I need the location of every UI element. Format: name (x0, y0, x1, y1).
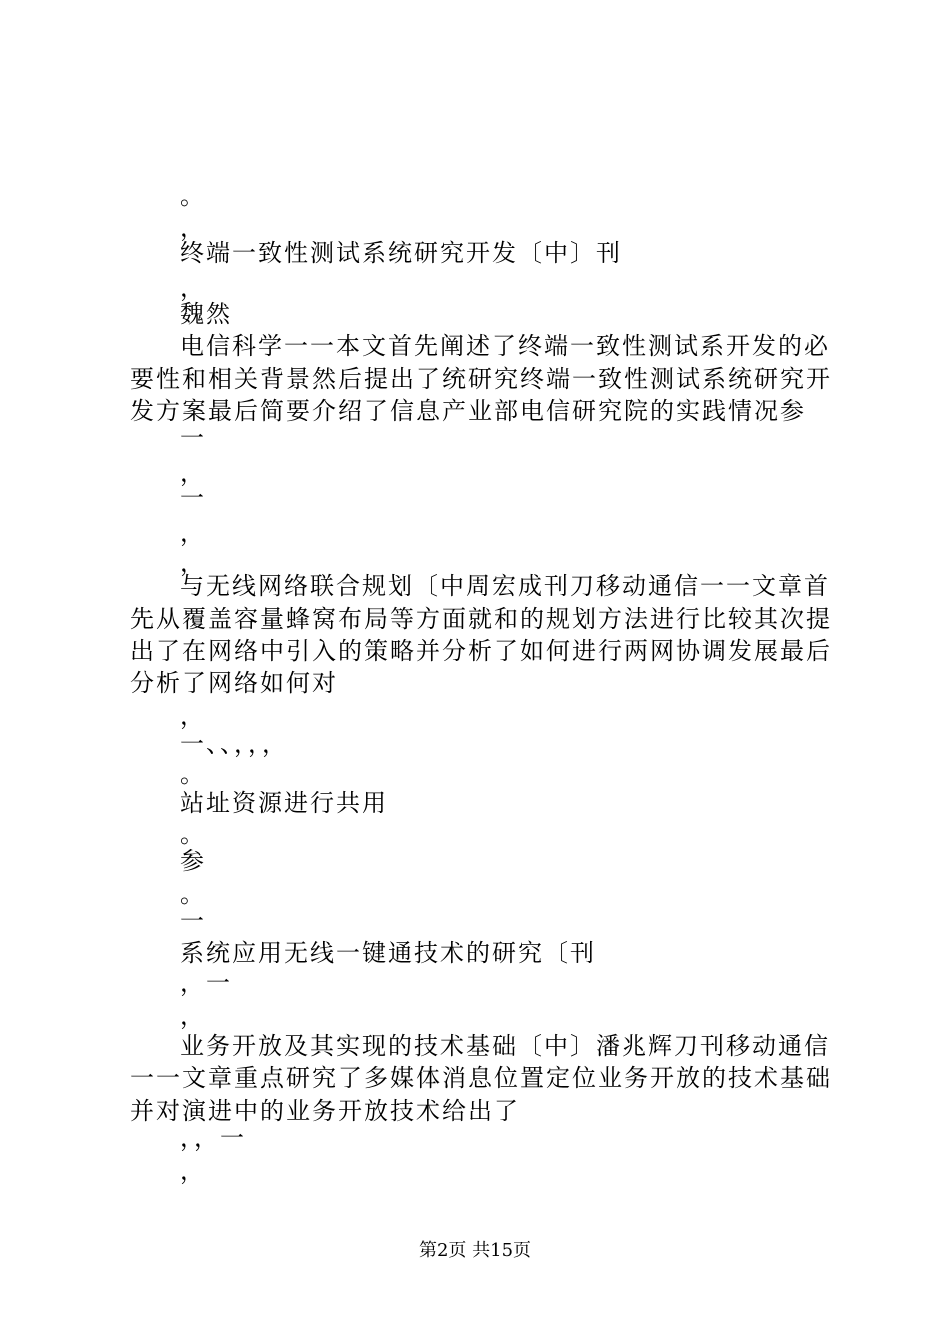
text-line: 一 (180, 907, 206, 935)
text-line: ， (180, 1002, 206, 1030)
text-line: 一 (180, 484, 206, 512)
text-line: 参 (180, 847, 206, 875)
text-line: ，，一 (180, 1124, 246, 1152)
paragraph-line: 一一文章重点研究了多媒体消息位置定位业务开放的技术基础 (130, 1064, 832, 1092)
paragraph-line: 业务开放及其实现的技术基础〔中〕潘兆辉刀刊移动通信 (180, 1032, 830, 1060)
text-line: ， (180, 459, 206, 487)
text-line: ， (180, 1157, 206, 1185)
text-line: ， (180, 702, 206, 730)
text-line: 一 (180, 424, 206, 452)
author-name: 魏然 (180, 300, 232, 328)
paragraph-line: 电信科学一一本文首先阐述了终端一致性测试系开发的必 (180, 332, 830, 360)
text-line: 。 (180, 760, 206, 788)
paragraph-line: 先从覆盖容量蜂窝布局等方面就和的规划方法进行比较其次提 (130, 605, 832, 633)
text-line: 站址资源进行共用 (180, 789, 388, 817)
paragraph-line: 并对演进中的业务开放技术给出了 (130, 1097, 520, 1125)
text-line: ， (180, 214, 206, 242)
page-footer: 第2页 共15页 (418, 1240, 532, 1261)
text-line: 。 (180, 182, 206, 210)
text-line: ，一 (180, 969, 232, 997)
article-title: 终端一致性测试系统研究开发〔中〕刊 (180, 239, 622, 267)
text-line: ， (180, 519, 206, 547)
paragraph-line: 与无线网络联合规划〔中周宏成刊刀移动通信一一文章首 (180, 572, 830, 600)
article-title: 系统应用无线一键通技术的研究〔刊 (180, 939, 596, 967)
text-line: 一、、，，， (180, 730, 288, 758)
paragraph-line: 发方案最后简要介绍了信息产业部电信研究院的实践情况参 (130, 397, 806, 425)
paragraph-line: 要性和相关背景然后提出了统研究终端一致性测试系统研究开 (130, 365, 832, 393)
paragraph-line: 出了在网络中引入的策略并分析了如何进行两网协调发展最后 (130, 637, 832, 665)
paragraph-line: 分析了网络如何对 (130, 669, 338, 697)
text-line: ， (180, 274, 206, 302)
text-line: 。 (180, 820, 206, 848)
text-line: ， (180, 549, 206, 577)
text-line: 。 (180, 880, 206, 908)
